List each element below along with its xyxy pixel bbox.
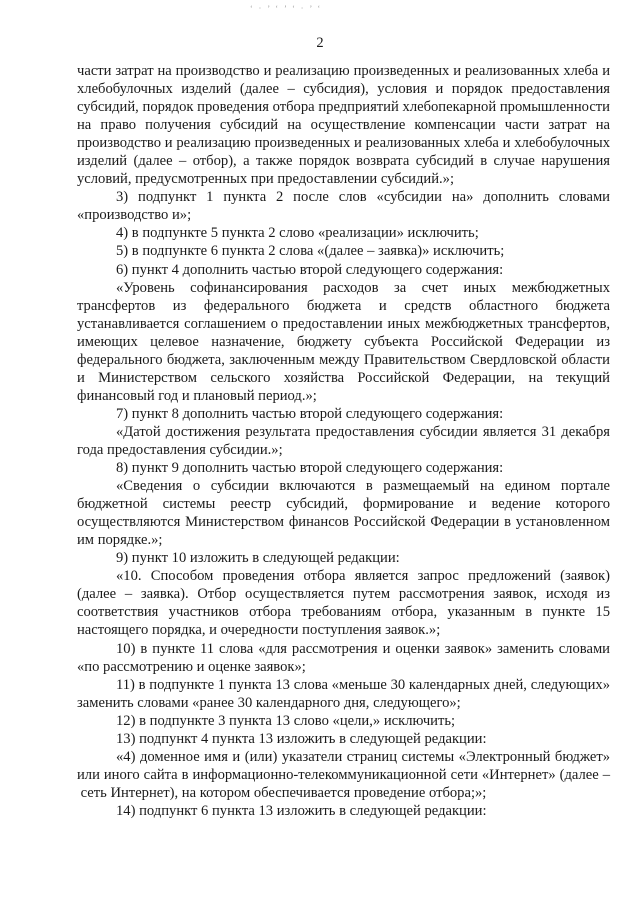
paragraph: «Уровень софинансирования расходов за счет иных межбюджетных трансфертов из федерального бюджета и средств областного бюджета устанавливается соглашением о предоставлении иных межбюджетных трансфертов, имеющих целевое назначение, бюджету субъекта Российской Федерации из федерального бюджета, заключенным между Правительством Свердловской области и Министерством сельского хозяйства Российской Федерации, на текущий финансовый год и плановый период.»; — [77, 279, 610, 404]
paragraph: 14) подпункт 6 пункта 13 изложить в следующей редакции: — [116, 802, 487, 819]
paragraph: «Датой достижения результата предоставления субсидии является 31 декабря года предоставления субсидии.»; — [77, 423, 610, 458]
paragraph: «10. Способом проведения отбора является запрос предложений (заявок) (далее – заявка). Отбор осуществляется путем рассмотрения заявок, исходя из соответствия участников отбора требованиям отбора, указанным в пункте 15 настоящего порядка, и очередности поступления заявок.»; — [77, 568, 610, 639]
paragraph: 7) пункт 8 дополнить частью второй следующего содержания: — [116, 405, 504, 422]
paragraph: 6) пункт 4 дополнить частью второй следующего содержания: — [116, 261, 504, 278]
paragraph: 4) в подпункте 5 пункта 2 слово «реализации» исключить; — [116, 225, 479, 242]
document-body — [77, 62, 610, 820]
paragraph: «4) доменное имя и (или) указатели страниц системы «Электронный бюджет» или иного сайта в информационно-телекоммуникационной сети «Интернет» (далее – сеть Интернет), на котором обеспечивается проведение отбора;»; — [77, 748, 610, 801]
paragraph: 5) в подпункте 6 пункта 2 слова «(далее – заявка)» исключить; — [116, 243, 505, 260]
paragraph: 3) подпункт 1 пункта 2 после слов «субсидии на» дополнить словами «производство и»; — [77, 189, 610, 224]
paragraph: «Сведения о субсидии включаются в размещаемый на едином портале бюджетной системы реестр субсидий, формирование и ведение которого осуществляются Министерством финансов Российской Федерации в установленном им порядке.»; — [77, 478, 610, 549]
paragraph: части затрат на производство и реализацию произведенных и реализованных хлеба и хлебобулочных изделий (далее – субсидия), условия и порядок предоставления субсидий, порядок проведения отбора предприятий хлебопекарной промышленности на право получения субсидий на осуществление компенсации части затрат на производство и реализацию произведенных и реализованных хлеба и хлебобулочных изделий (далее – отбор), а также порядок возврата субсидий в случае нарушения условий, предусмотренных при предоставлении субсидий.»; — [77, 63, 610, 188]
scan-artifact: ‘ · ’ ‘ ’ ‘ · ’ ‘ — [250, 4, 323, 13]
paragraph: 10) в пункте 11 слова «для рассмотрения и оценки заявок» заменить словами «по рассмотрению и оценке заявок»; — [77, 640, 610, 675]
paragraph: 8) пункт 9 дополнить частью второй следующего содержания: — [116, 460, 504, 477]
paragraph: 11) в подпункте 1 пункта 13 слова «меньше 30 календарных дней, следующих» заменить словами «ранее 30 календарного дня, следующего»; — [77, 676, 610, 711]
page-number: 2 — [316, 35, 324, 51]
paragraph: 9) пункт 10 изложить в следующей редакции: — [116, 550, 400, 567]
paragraph: 13) подпункт 4 пункта 13 изложить в следующей редакции: — [116, 730, 487, 747]
paragraph: 12) в подпункте 3 пункта 13 слово «цели,» исключить; — [116, 712, 456, 729]
